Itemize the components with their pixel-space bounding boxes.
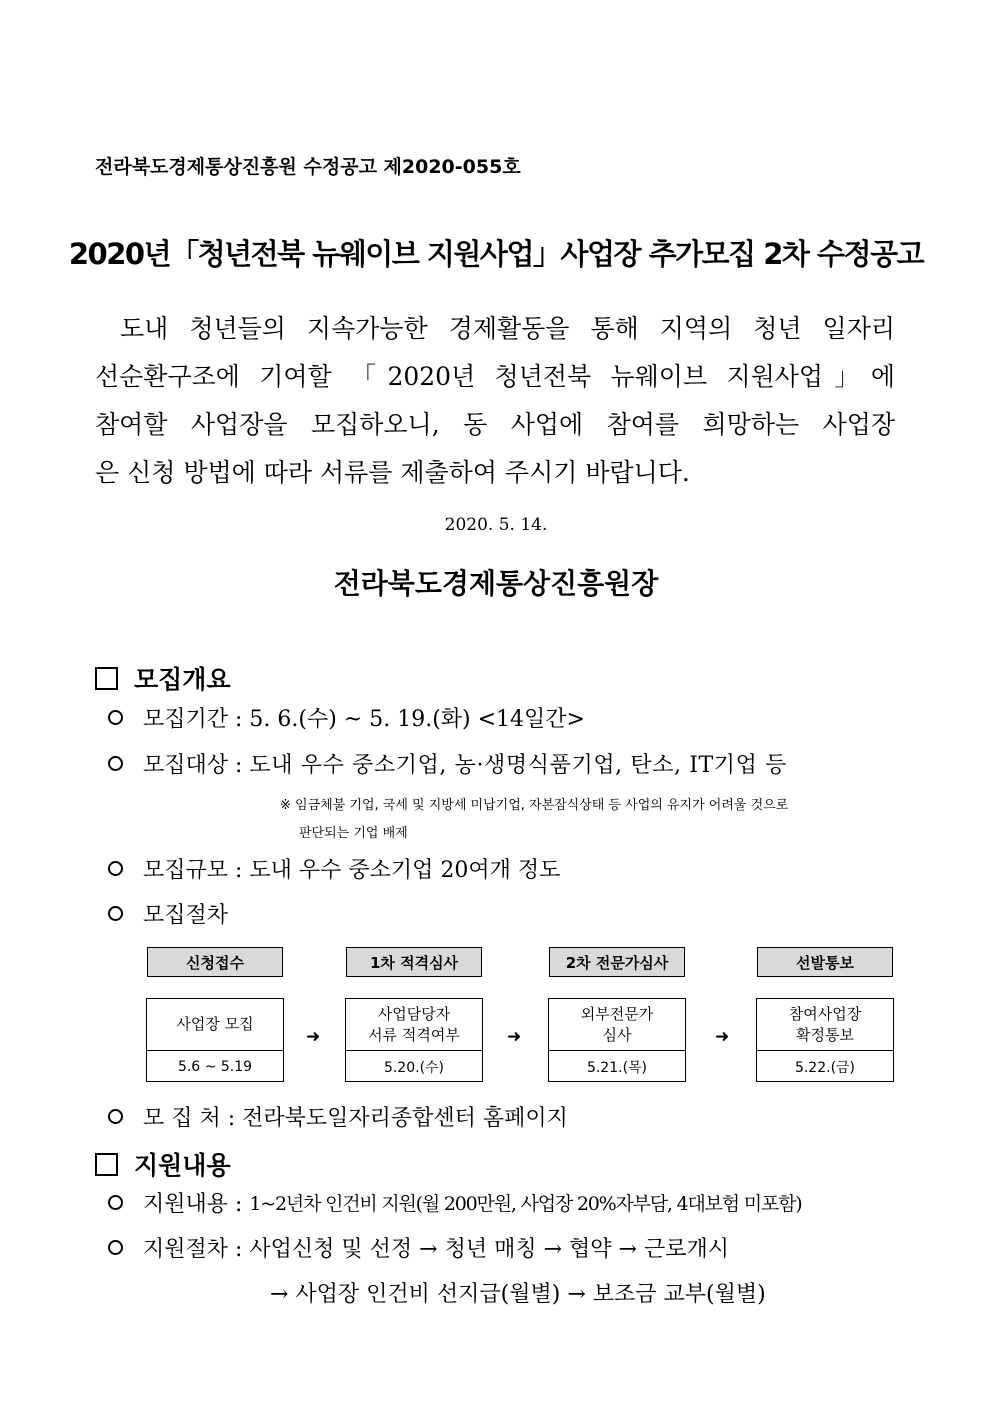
recruit-process-row <box>108 898 228 929</box>
recruit-process-label: 모집절차 <box>143 903 229 928</box>
step-date: 5.20.(수) <box>383 1060 445 1076</box>
circle-bullet-icon <box>108 710 123 725</box>
step-desc: 사업담당자 서류 적격여부 <box>346 999 482 1051</box>
recruit-scale-value: 도내 우수 중소기업 20여개 정도 <box>249 858 561 883</box>
step-desc: 참여사업장 확정통보 <box>757 999 893 1051</box>
recruit-period-value: 5. 6.(수) ~ 5. 19.(화) <14일간> <box>249 707 585 732</box>
checkbox-square-icon <box>95 1153 118 1176</box>
support-content-value: 1~2년차 인건비 지원(월 200만원, 사업장 20%자부담, 4대보험 미포함) <box>249 1193 802 1215</box>
intro-line: 참여할 사업장을 모집하오니, 동 사업에 참여를 희망하는 사업장 <box>95 410 895 439</box>
support-procedure-line2: → 사업장 인건비 선지급(월별) → 보조금 교부(월별) <box>270 1282 766 1307</box>
support-content-row <box>108 1187 801 1218</box>
section-title: 모집개요 <box>134 665 231 694</box>
recruit-place-value: 전라북도일자리종합센터 홈페이지 <box>242 1106 568 1131</box>
support-procedure-label: 지원절차 : <box>143 1237 243 1262</box>
support-procedure-row <box>108 1232 729 1263</box>
circle-bullet-icon <box>108 906 123 921</box>
section-title: 지원내용 <box>134 1151 231 1180</box>
recruit-note-line1: ※ 임금체불 기업, 국세 및 지방세 미납기업, 자본잠식상태 등 사업의 유지가 어려울 것으로 <box>280 798 789 813</box>
organization-name: 전라북도경제통상진흥원장 <box>333 567 659 600</box>
section-support-heading <box>95 1146 231 1182</box>
circle-bullet-icon <box>108 1195 123 1210</box>
step-box-second-review <box>548 998 686 1082</box>
step-title-apply: 신청접수 <box>147 947 283 977</box>
step-date: 5.21.(목) <box>586 1060 648 1076</box>
support-content-label: 지원내용 : <box>143 1192 243 1217</box>
step-box-notify <box>756 998 894 1082</box>
recruit-scale-label: 모집규모 : <box>143 858 243 883</box>
intro-paragraph <box>95 305 895 497</box>
step-box-apply <box>146 998 284 1082</box>
circle-bullet-icon <box>108 756 123 771</box>
step-title-first-review: 1차 적격심사 <box>346 947 482 977</box>
recruit-target-label: 모집대상 : <box>143 753 243 778</box>
recruit-target-row <box>108 748 787 779</box>
circle-bullet-icon <box>108 861 123 876</box>
notice-number: 전라북도경제통상진흥원 수정공고 제2020-055호 <box>95 156 521 178</box>
section-recruit-heading <box>95 660 231 696</box>
intro-line: 선순환구조에 기여할 「2020년 청년전북 뉴웨이브 지원사업」에 <box>95 362 895 391</box>
circle-bullet-icon <box>108 1240 123 1255</box>
recruit-period-row <box>108 702 585 733</box>
step-date: 5.22.(금) <box>794 1060 856 1076</box>
step-desc: 외부전문가 심사 <box>549 999 685 1051</box>
step-date: 5.6 ~ 5.19 <box>177 1059 253 1075</box>
step-title-notify: 선발통보 <box>757 947 893 977</box>
recruit-scale-row <box>108 853 560 884</box>
notice-date: 2020. 5. 14. <box>444 515 548 535</box>
step-title-second-review: 2차 전문가심사 <box>549 947 685 977</box>
checkbox-square-icon <box>95 667 118 690</box>
circle-bullet-icon <box>108 1109 123 1124</box>
step-desc: 사업장 모집 <box>147 999 283 1051</box>
step-box-first-review <box>345 998 483 1082</box>
recruit-place-row <box>108 1101 568 1132</box>
support-procedure-line1: 사업신청 및 선정 → 청년 매칭 → 협약 → 근로개시 <box>249 1237 729 1262</box>
intro-line: 은 신청 방법에 따라 서류를 제출하여 주시기 바랍니다. <box>95 458 690 487</box>
recruit-period-label: 모집기간 : <box>143 707 243 732</box>
document-title: 2020년「청년전북 뉴웨이브 지원사업」사업장 추가모집 2차 수정공고 <box>68 237 924 271</box>
recruit-target-value: 도내 우수 중소기업, 농·생명식품기업, 탄소, IT기업 등 <box>249 753 787 778</box>
arrow-right-icon: ➜ <box>715 1027 730 1047</box>
intro-line: 도내 청년들의 지속가능한 경제활동을 통해 지역의 청년 일자리 <box>120 314 895 343</box>
arrow-right-icon: ➜ <box>507 1027 522 1047</box>
arrow-right-icon: ➜ <box>306 1027 321 1047</box>
recruit-note-line2: 판단되는 기업 배제 <box>299 826 408 841</box>
recruit-place-label: 모 집 처 : <box>143 1106 236 1131</box>
